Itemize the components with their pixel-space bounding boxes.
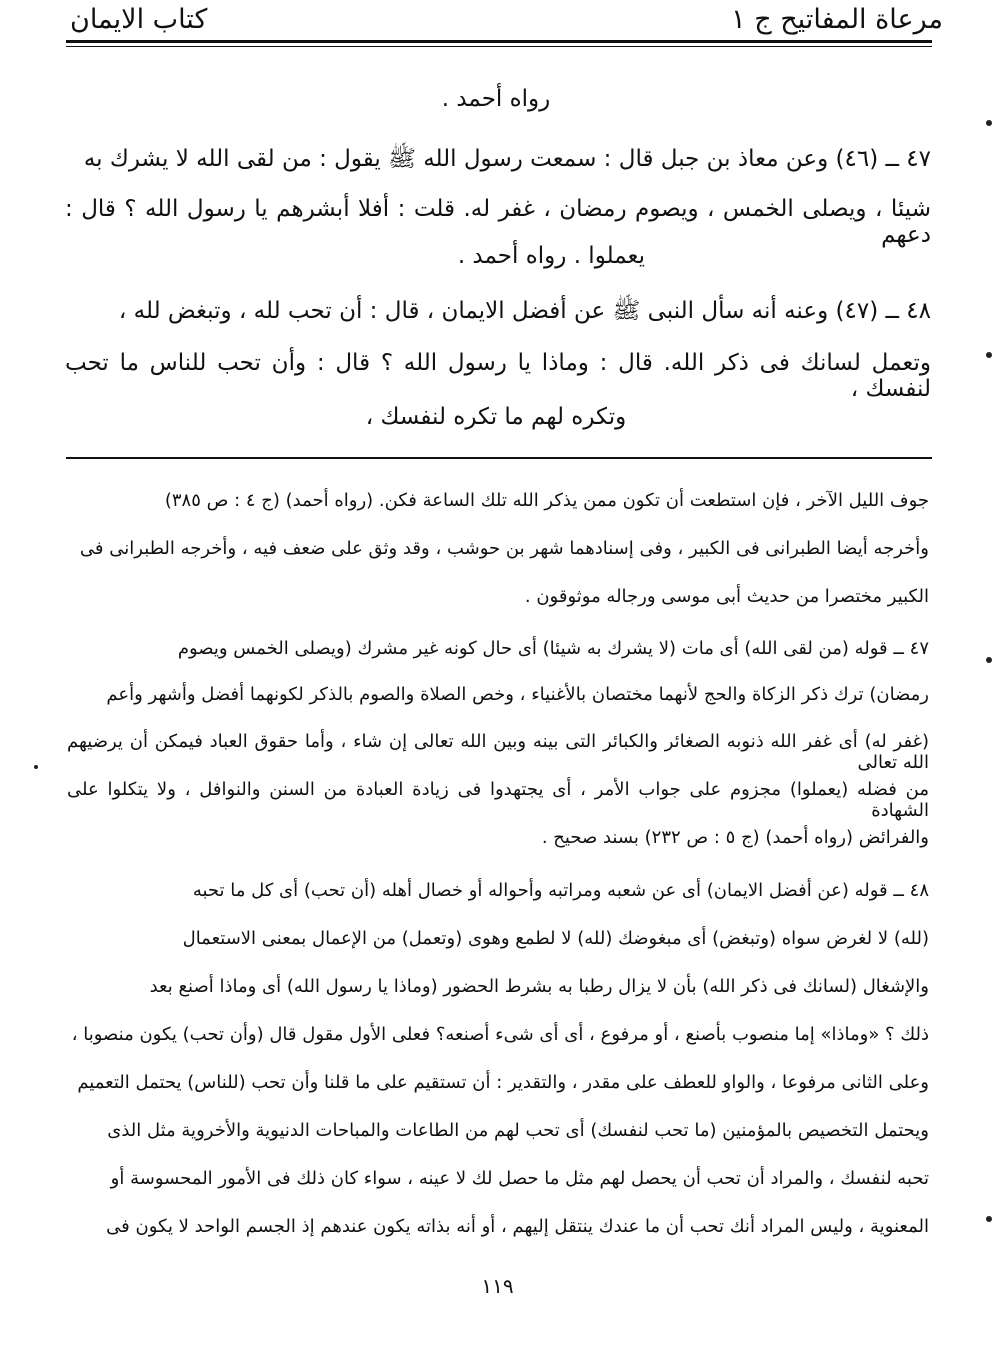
commentary-line: الكبير مختصرا من حديث أبى موسى ورجاله موثوقون . — [524, 586, 929, 607]
commentary-line: ٤٨ ــ قوله (عن أفضل الايمان) أى عن شعبه ومراتبه وأحواله أو خصال أهله (أن تحب) أى كل ما تحبه — [192, 880, 929, 901]
commentary-line: رمضان) ترك ذكر الزكاة والحج لأنهما مختصان بالأغنياء ، وخص الصلاة والصوم بالذكر لكونهما أفضل وأشهر وأعم — [106, 684, 929, 705]
commentary-line: وعلى الثانى مرفوعا ، والواو للعطف على مقدر ، والتقدير : أن تستقيم على ما قلنا وأن تحب (للناس) يحتمل التعميم — [77, 1072, 929, 1093]
section-divider — [66, 457, 932, 459]
commentary-line: وأخرجه أيضا الطبرانى فى الكبير ، وفى إسنادهما شهر بن حوشب ، وقد وثق على ضعف فيه ، وأخرجه الطبرانى فى — [79, 538, 929, 559]
commentary-line: المعنوية ، وليس المراد أنك تحب أن ما عندك ينتقل إليهم ، أو أنه بذاته يكون عندهم إذ الجسم الواحد لا يكون فى — [106, 1216, 929, 1237]
commentary-line: تحبه لنفسك ، والمراد أن تحب أن يحصل لهم مثل ما حصل لك لا عينه ، سواء كان ذلك فى الأمور المحسوسة أو — [110, 1168, 929, 1189]
scan-speck — [986, 352, 992, 358]
hadith-line: يعملوا . رواه أحمد . — [457, 243, 645, 269]
hadith-line: ٤٧ ــ (٤٦) وعن معاذ بن جبل قال : سمعت رسول الله ﷺ يقول : من لقى الله لا يشرك به — [83, 146, 931, 172]
scan-speck — [986, 120, 992, 126]
hadith-line: وتعمل لسانك فى ذكر الله. قال : وماذا يا رسول الله ؟ قال : وأن تحب للناس ما تحب لنفسك ، — [65, 350, 931, 402]
header-rule-thin — [66, 46, 932, 47]
commentary-line: ويحتمل التخصيص بالمؤمنين (ما تحب لنفسك) أى تحب لهم من الطاعات والمباحات الدنيوية والأخروية مثل الذى — [107, 1120, 929, 1141]
running-header-book-title: مرعاة المفاتيح ج ١ — [731, 4, 943, 35]
commentary-line: من فضله (يعملوا) مجزوم على جواب الأمر ، أى يجتهدوا فى زيادة العبادة من السنن والنوافل ، ولا يتكلوا على الشهادة — [67, 779, 929, 821]
page-number: ١١٩ — [481, 1274, 514, 1298]
running-header-chapter-title: كتاب الايمان — [70, 4, 208, 35]
commentary-line: ذلك ؟ «وماذا» إما منصوب بأصنع ، أو مرفوع ، أى أى شىء أصنعه؟ فعلى الأول مقول قال (وأن تحب) يكون منصوبا ، — [71, 1024, 929, 1045]
scan-speck — [986, 657, 992, 663]
hadith-line: وتكره لهم ما تكره لنفسك ، — [365, 404, 627, 430]
commentary-line: والفرائض (رواه أحمد) (ج ٥ : ص ٢٣٢) بسند صحيح . — [541, 827, 929, 848]
scan-speck — [986, 1216, 992, 1222]
header-rule-thick — [66, 40, 932, 43]
commentary-line: (غفر له) أى غفر الله ذنوبه الصغائر والكبائر التى بينه وبين الله تعالى إن شاء ، وأما حقوق العباد فيمكن أن يرضيهم الله تعالى — [67, 731, 929, 773]
hadith-line: ٤٨ ــ (٤٧) وعنه أنه سأل النبى ﷺ عن أفضل الايمان ، قال : أن تحب لله ، وتبغض لله ، — [118, 298, 931, 324]
hadith-line: رواه أحمد . — [441, 86, 551, 112]
commentary-line: جوف الليل الآخر ، فإن استطعت أن تكون ممن يذكر الله تلك الساعة فكن. (رواه أحمد) (ج ٤ : ص ٣٨٥) — [164, 490, 929, 511]
scan-speck — [34, 765, 38, 769]
hadith-line: شيئا ، ويصلى الخمس ، ويصوم رمضان ، غفر له. قلت : أفلا أبشرهم يا رسول الله ؟ قال : دعهم — [65, 196, 931, 248]
commentary-line: والإشغال (لسانك فى ذكر الله) بأن لا يزال رطبا به بشرط الحضور (وماذا يا رسول الله) أى وماذا أصنع بعد — [149, 976, 929, 997]
commentary-line: ٤٧ ــ قوله (من لقى الله) أى مات (لا يشرك به شيئا) أى حال كونه غير مشرك (ويصلى الخمس ويصوم — [177, 638, 929, 659]
commentary-line: (لله) لا لغرض سواه (وتبغض) أى مبغوضك (لله) لا لطمع وهوى (وتعمل) من الإعمال بمعنى الاستعمال — [182, 928, 929, 949]
